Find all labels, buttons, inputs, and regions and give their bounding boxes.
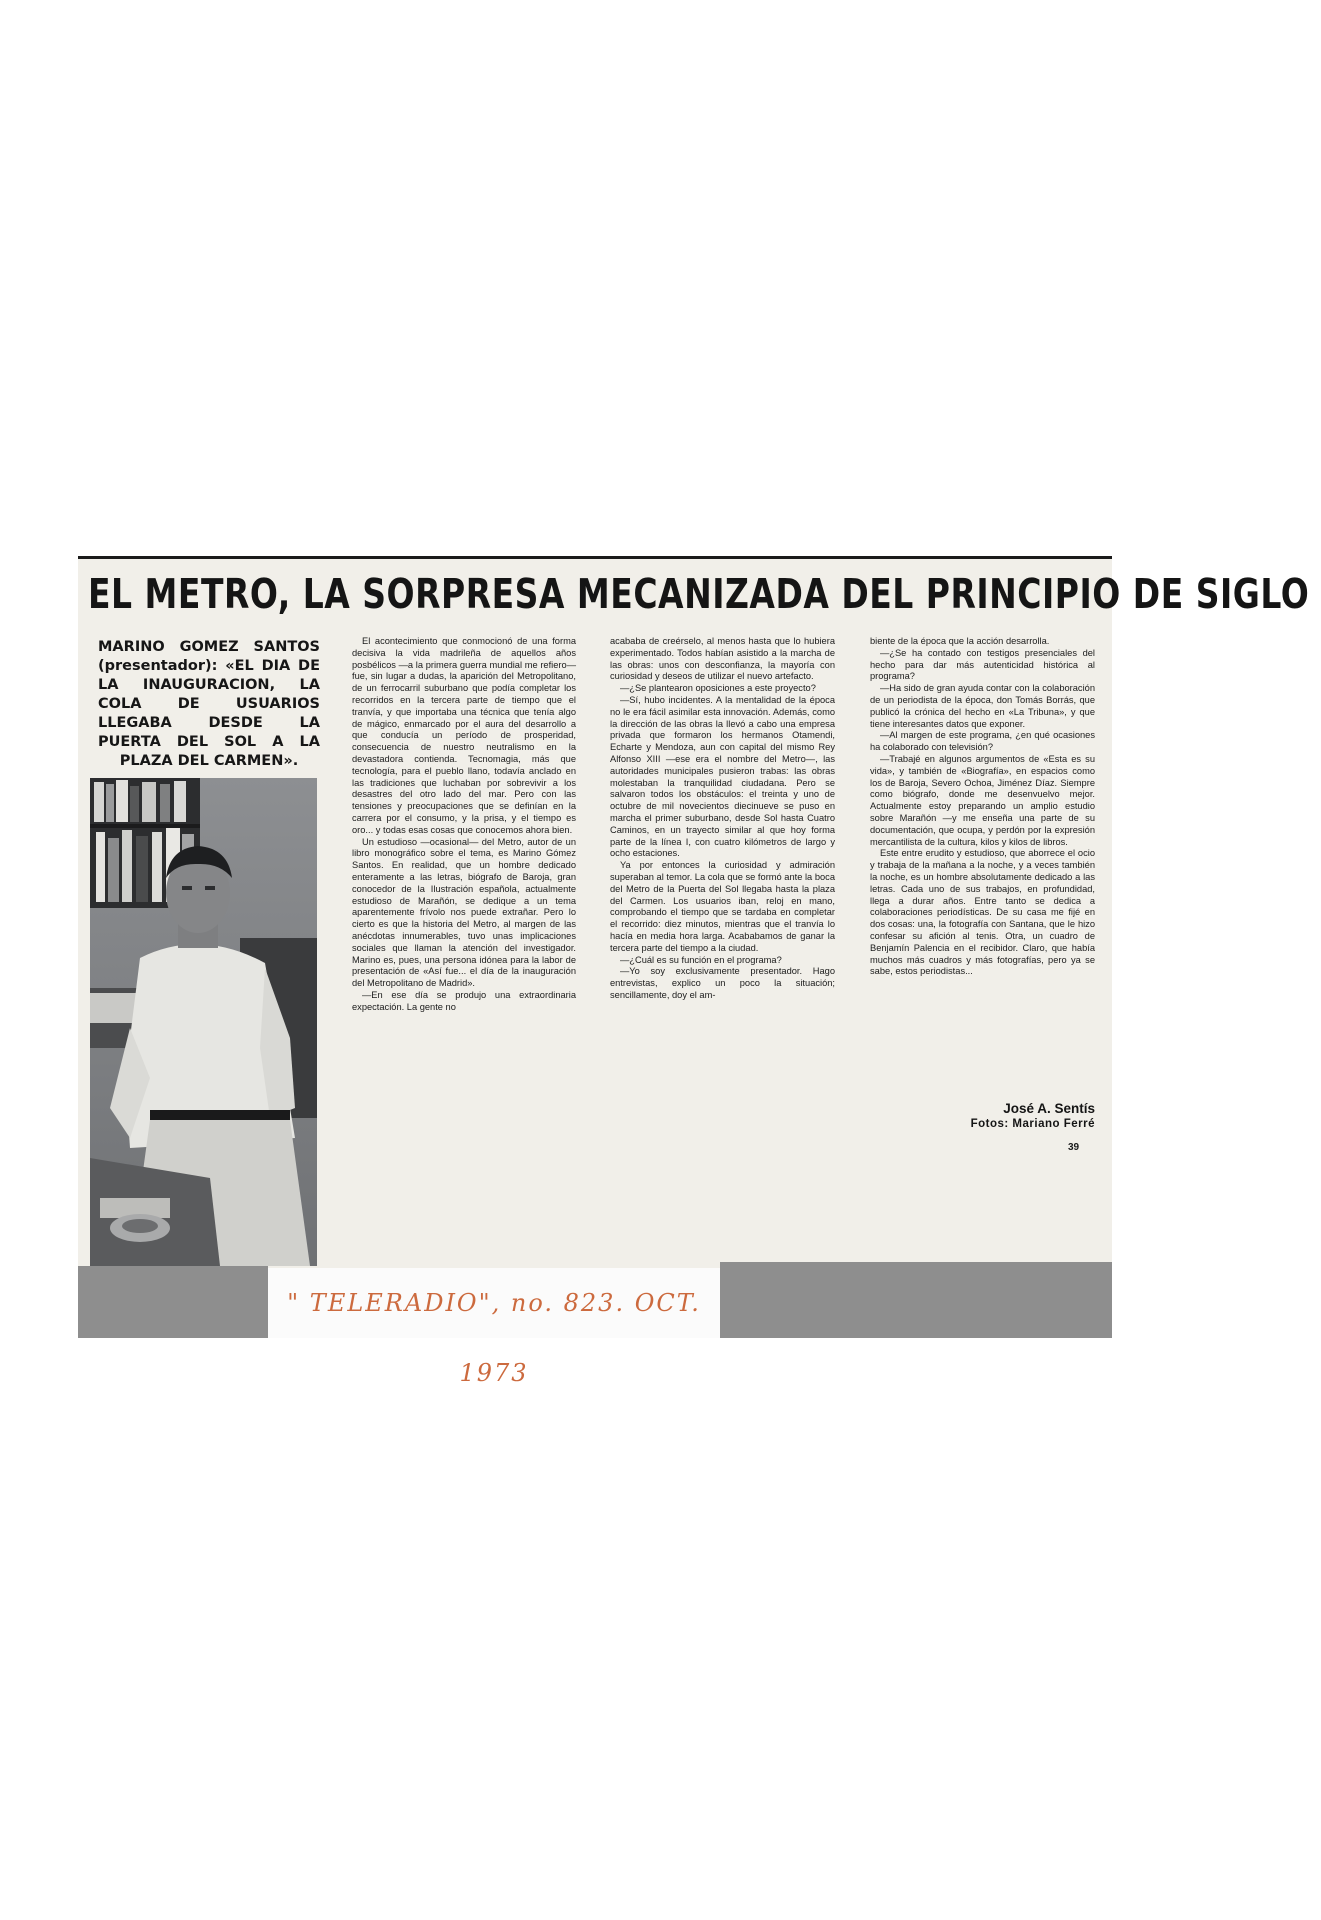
paragraph: —En ese día se produjo una extraordinaria expectación. La gente no bbox=[352, 989, 576, 1012]
paragraph: —¿Se ha contado con testigos presenciales del hecho para dar más autenticidad histórica al programa? bbox=[870, 647, 1095, 682]
newspaper-clipping bbox=[78, 556, 1310, 1337]
text-column-3 bbox=[870, 636, 1095, 978]
paragraph: biente de la época que la acción desarrolla. bbox=[870, 636, 1050, 646]
handwritten-source-note: " TELERADIO", no. 823. OCT. 1973 bbox=[268, 1268, 720, 1338]
scan-border-left bbox=[78, 1266, 268, 1338]
byline-author: José A. Sentís bbox=[1003, 1101, 1095, 1116]
paragraph: —Sí, hubo incidentes. A la mentalidad de la época no le era fácil asimilar esta innovación. Además, como la dirección de las obras la llevó a cabo una empresa privada que formaron los hermanos Otamendi, Echarte y Mendoza, aun con capital del mismo Rey Alfonso XIII —ese era el nombre del Metro—, las autoridades municipales pusieron trabas: las obras molestaban la tranquilidad ciudadana. Pero se salvaron todos los obstáculos: el treinta y uno de octubre de mil novecientos diecinueve se puso en marcha el primer suburbano, desde Sol hasta Cuatro Caminos, en un trayecto similar al que hoy forma parte de la línea I, con cuatro kilómetros de largo y ocho estaciones. bbox=[610, 694, 835, 859]
headline: EL METRO, LA SORPRESA MECANIZADA DEL PRINCIPIO DE SIGLO bbox=[88, 569, 1310, 618]
paragraph: —Al margen de este programa, ¿en qué ocasiones ha colaborado con televisión? bbox=[870, 730, 1095, 753]
text-column-1 bbox=[352, 636, 576, 1014]
paragraph: —Yo soy exclusivamente presentador. Hago entrevistas, explico un poco la situación; sencillamente, doy el am- bbox=[610, 966, 835, 1000]
paragraph: Un estudioso —ocasional— del Metro, autor de un libro monográfico sobre el tema, es Marino Gómez Santos. En realidad, que un hombre dedicado enteramente a las letras, biógrafo de Baroja, gran conocedor de la Ilustración española, actualmente estudioso de Marañón, se dedique a un tema aparentemente frívolo nos puede extrañar. Pero lo cierto es que la historia del Metro, al margen de las anécdotas innumerables, tuvo unas implicaciones sociales que llaman la atención del investigador. Marino es, pues, una persona idónea para la labor de presentación de «Así fue... el día de la inauguración del Metropolitano de Madrid». bbox=[352, 836, 576, 989]
text-column-2 bbox=[610, 636, 835, 1002]
paragraph: Ya por entonces la curiosidad y admiración superaban al temor. La cola que se formó ante la boca del Metro de la Puerta del Sol llegaba hasta la plaza del Carmen. Los usuarios iban, reloj en mano, comprobando el tiempo que se tardaba en completar el recorrido: diez minutos, mientras que el tranvía lo hacía en media hora larga. Acababamos de ganar la tercera parte del tiempo a la ciudad. bbox=[610, 860, 835, 953]
paragraph: El acontecimiento que conmocionó de una forma decisiva la vida madrileña de aquellos años posbélicos —a la primera guerra mundial me refiero— fue, sin lugar a dudas, la aparición del Metropolitano, de un ferrocarril suburbano que podía completar los recorridos en la tercera parte de tiempo que el tranvía, y que importaba una técnica que tenía algo de mágico, enmarcado por el aura del desarrollo a que conducía un período de prosperidad, consecuencia de nuestro neutralismo en la devastadora contienda. Tecnomagia, más que tecnología, para el pueblo llano, todavía anclado en las tradiciones que luchaban por sobrevivir a los desastres del otro lado del mar. Pero con las tensiones y preocupaciones que se definían en la carrera por el consumo, y la prisa, y el tiempo es oro... y todas esas cosas que conocemos ahora bien. bbox=[352, 636, 576, 835]
paragraph: Este entre erudito y estudioso, que aborrece el ocio y trabaja de la mañana a la noche, y a veces también la noche, es un hombre absolutamente dedicado a las letras. Cada uno de sus trabajos, en profundidad, llega a durar años. Entre tanto se dedica a colaboraciones periodísticas. De su casa me fijé en dos cosas: una, la fotografía con Santana, que le hizo confesar su afición al tenis. Otra, un cuadro de Benjamín Palencia en el recibidor. Claro, que había muchos más cuadros y más fotografías, pero ya se sabe, estos periodistas... bbox=[870, 848, 1095, 977]
subhead: MARINO GOMEZ SANTOS (presentador): «EL DIA DE LA INAUGURACION, LA COLA DE USUARIOS LLEGABA DESDE LA PUERTA DEL SOL A LA PLAZA DEL CARMEN». bbox=[98, 639, 320, 769]
page-number: 39 bbox=[1068, 1142, 1080, 1153]
paragraph: —¿Cuál es su función en el programa? bbox=[620, 954, 782, 965]
portrait-photo bbox=[90, 778, 317, 1266]
paragraph: —Trabajé en algunos argumentos de «Esta es su vida», y también de «Biografía», en espacios como los de Baroja, Severo Ochoa, Jiménez Díaz. Siempre como biógrafo, donde me desenvuelvo mejor. Actualmente estoy preparando un amplio estudio sobre Marañón —y me enseña una parte de su documentación, que ocupa, y perdón por la expresión mercantilista de la cultura, kilos y kilos de libros. bbox=[870, 753, 1095, 847]
byline bbox=[870, 1101, 1095, 1131]
paragraph: acababa de creérselo, al menos hasta que lo hubiera experimentado. Todos habían asistido a la marcha de las obras: unos con desconfianza, la mayoría con curiosidad y deseos de utilizar el nuevo artefacto. bbox=[610, 636, 835, 682]
byline-photo-credit: Fotos: Mariano Ferré bbox=[970, 1118, 1095, 1130]
paragraph: —Ha sido de gran ayuda contar con la colaboración de un periodista de la época, don Tomás Borrás, que publicó la crónica del hecho en «La Tribuna», y que tiene interesantes datos que exponer. bbox=[870, 683, 1095, 729]
scan-border-right bbox=[720, 1262, 1112, 1338]
paragraph: —¿Se plantearon oposiciones a este proyecto? bbox=[620, 683, 816, 694]
